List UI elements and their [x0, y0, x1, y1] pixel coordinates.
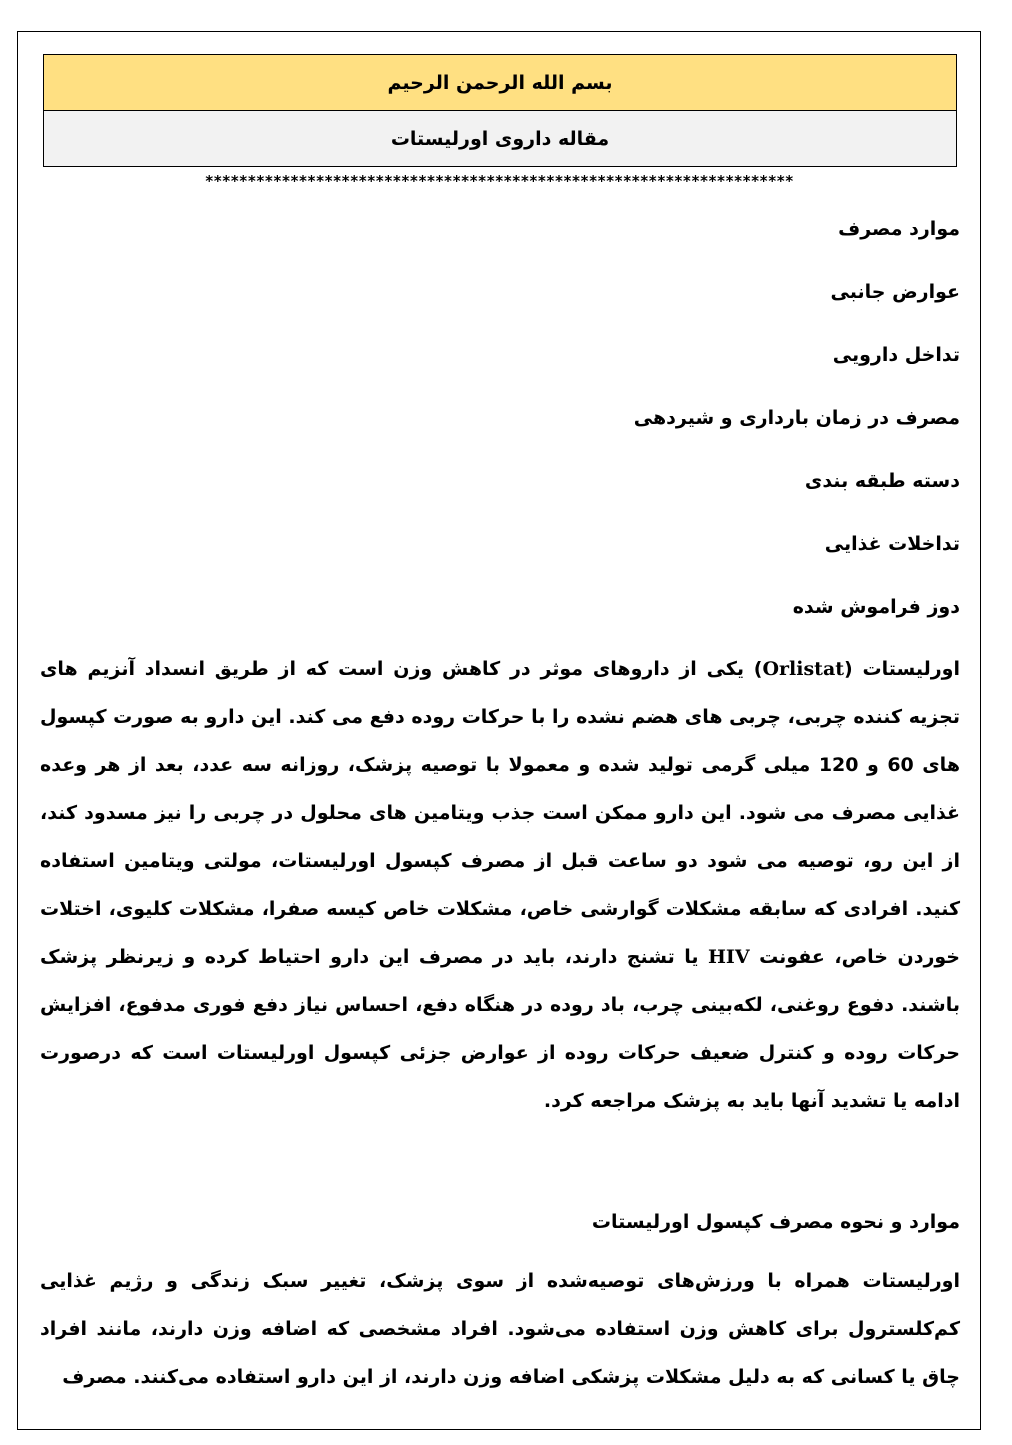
topic-item: تداخلات غذایی: [824, 533, 960, 555]
intro-paragraph: [40, 645, 960, 1125]
topic-item: تداخل دارویی: [832, 344, 960, 366]
separator-line: *********************************************************************: [204, 172, 794, 190]
topic-item: مصرف در زمان بارداری و شیردهی: [633, 407, 960, 429]
hiv-term: HIV: [707, 946, 750, 968]
article-title: مقاله داروی اورلیستات: [44, 111, 956, 166]
topic-item: دسته طبقه بندی: [804, 470, 960, 492]
topic-item: موارد مصرف: [838, 218, 960, 240]
intro-text-part-2: ) یکی از داروهای موثر در کاهش وزن است که از طریق انسداد آنزیم های تجزیه کننده چربی، چربی های هضم نشده را با حرکات روده دفع می کند. این دارو به صورت کپسول های 60 و 120 میلی گرمی تولید شده و معمولا با توصیه پزشک، روزانه سه عدد، بعد از هر وعده غذایی مصرف می شود. این دارو ممکن است جذب ویتامین های محلول در چربی را نیز مسدود کند، از این رو، توصیه می شود دو ساعت قبل از مصرف کپسول اورلیستات، مولتی ویتامین استفاده کنید. افرادی که سابقه مشکلات گوارشی خاص، مشکلات خاص کیسه صفرا، مشکلات کلیوی، اختلات خوردن خاص، عفونت: [40, 658, 960, 968]
topic-list: [634, 212, 960, 653]
intro-text-part-1: اورلیستات (: [844, 658, 960, 680]
bismillah-heading: بسم الله الرحمن الرحیم: [44, 55, 956, 111]
section-heading: موارد و نحوه مصرف کپسول اورلیستات: [591, 1211, 960, 1233]
page-frame: [17, 31, 981, 1430]
second-paragraph: اورلیستات همراه با ورزش‌های توصیه‌شده از سوی پزشک، تغییر سبک زندگی و رژیم غذایی کم‌کلسترول برای کاهش وزن استفاده می‌شود. افراد مشخصی که اضافه وزن دارند، مانند افراد چاق یا کسانی که به دلیل مشکلات پزشکی اضافه وزن دارند، از این دارو استفاده می‌کنند. مصرف: [40, 1270, 960, 1388]
orlistat-term: Orlistat: [762, 658, 845, 680]
intro-text-part-3: یا تشنج دارند، باید در مصرف این دارو احتیاط کرده و زیرنظر پزشک باشند. دفوع روغنی، لکه‌بینی چرب، باد روده در هنگاه دفع، احساس نیاز دفع فوری مدفوع، افزایش حرکات روده و کنترل ضعیف حرکات روده از عوارض جزئی کپسول اورلیستات است که درصورت ادامه یا تشدید آنها باید به پزشک مراجعه کرد.: [40, 946, 960, 1112]
header-table: [43, 54, 957, 167]
topic-item: عوارض جانبی: [830, 281, 960, 303]
topic-item: دوز فراموش شده: [792, 596, 960, 618]
